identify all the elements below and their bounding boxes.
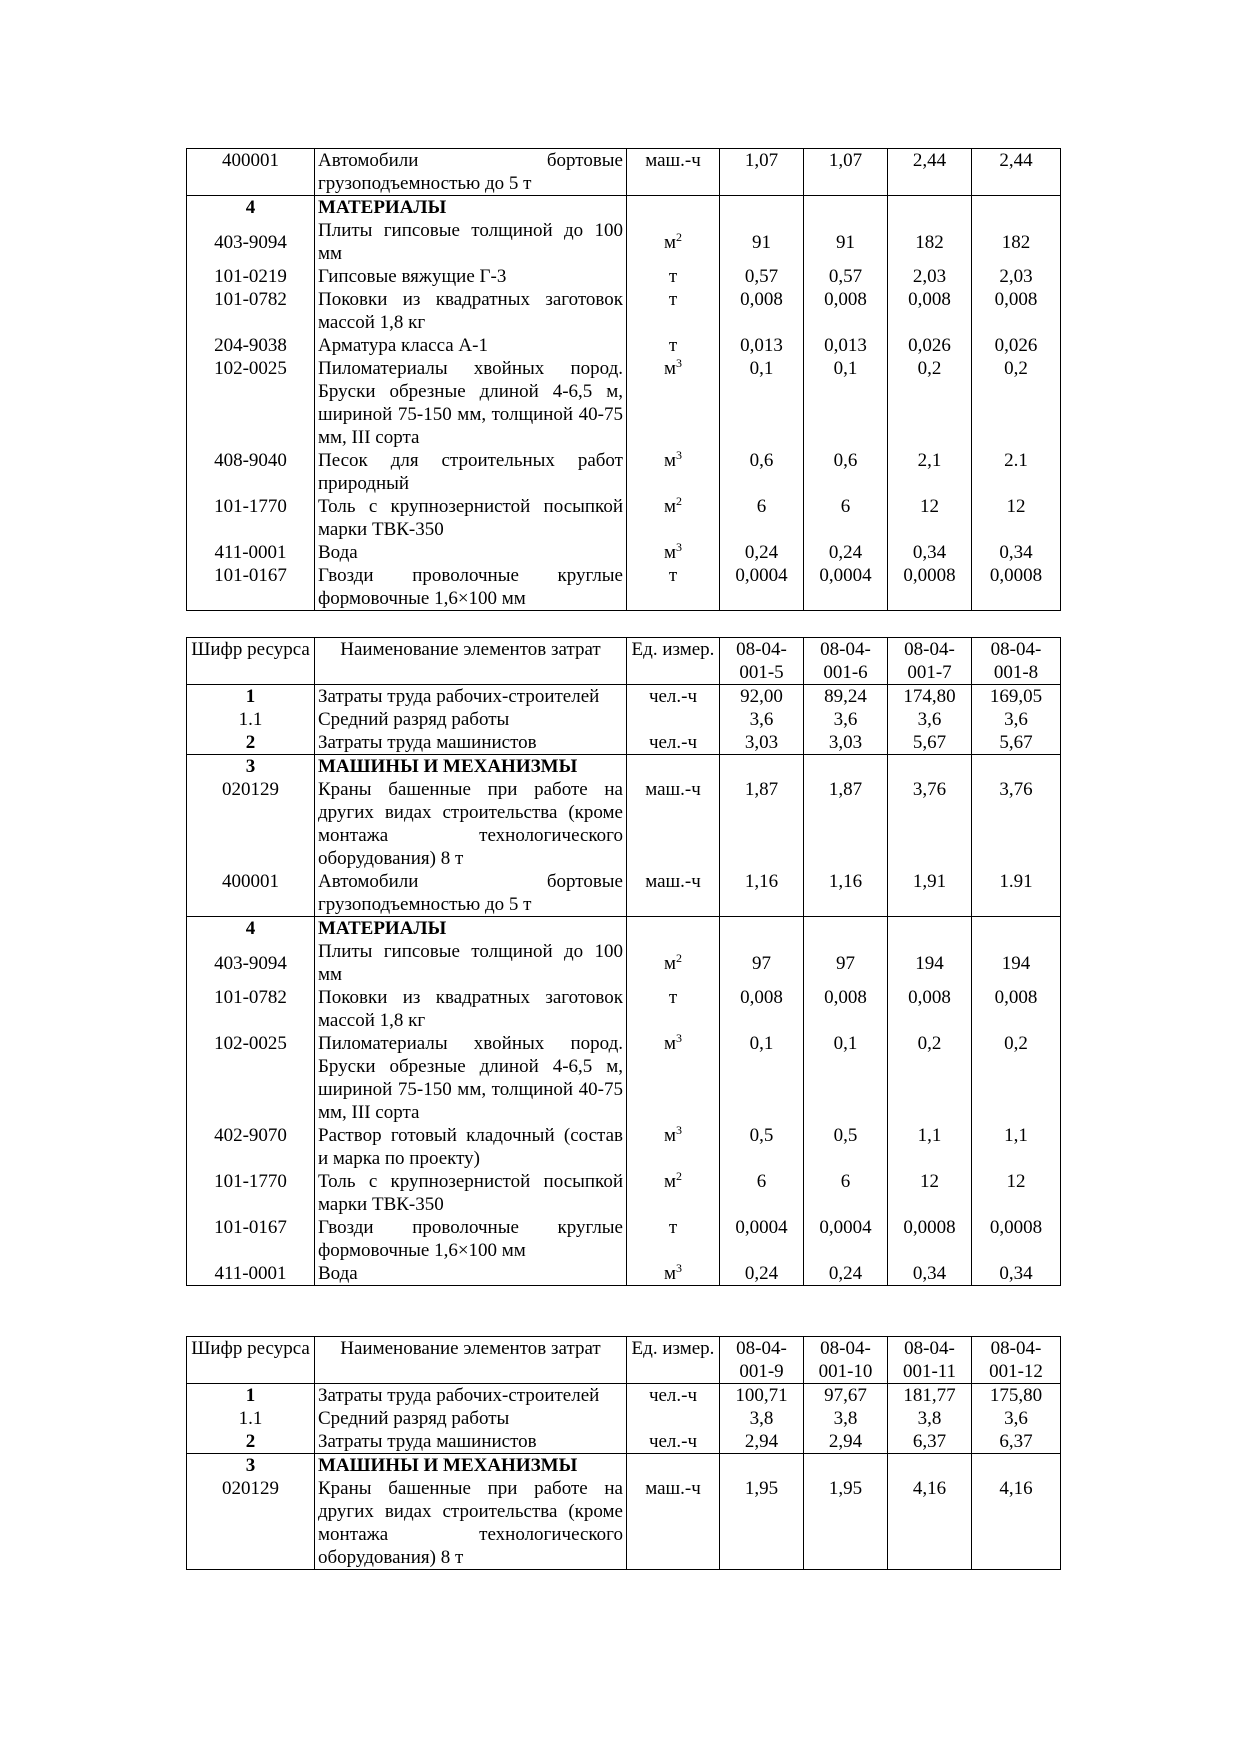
unit-of-measure bbox=[627, 219, 720, 265]
cost-element-name: Гипсовые вяжущие Г-3 bbox=[315, 265, 627, 288]
norm-value: 1,16 bbox=[720, 870, 804, 917]
header-norm-code: 08-04-001-12 bbox=[972, 1337, 1061, 1384]
table-row bbox=[187, 755, 1061, 779]
unit-text: т bbox=[668, 266, 678, 287]
table-row bbox=[187, 870, 1061, 917]
norm-value: 12 bbox=[888, 495, 972, 541]
norm-value: 3,03 bbox=[804, 731, 888, 755]
resource-code: 101-1770 bbox=[187, 495, 315, 541]
unit-of-measure bbox=[627, 449, 720, 495]
table-row bbox=[187, 1262, 1061, 1286]
norm-value: 100,71 bbox=[720, 1384, 804, 1408]
norm-value: 0,57 bbox=[720, 265, 804, 288]
norm-value: 0,0004 bbox=[804, 1216, 888, 1262]
resource-code: 204-9038 bbox=[187, 334, 315, 357]
resource-code: 101-0782 bbox=[187, 986, 315, 1032]
unit-exponent: 3 bbox=[676, 1261, 683, 1275]
norm-value: 0,026 bbox=[888, 334, 972, 357]
norm-value: 6 bbox=[804, 495, 888, 541]
unit-text: чел.-ч bbox=[648, 686, 698, 707]
norm-value: 0,008 bbox=[888, 986, 972, 1032]
cost-element-name: Вода bbox=[315, 541, 627, 564]
norm-value: 0,013 bbox=[720, 334, 804, 357]
cost-element-name: Песок для строительных работ природный bbox=[315, 449, 627, 495]
norm-value: 3,6 bbox=[720, 708, 804, 731]
header-norm-code: 08-04-001-5 bbox=[720, 638, 804, 685]
header-unit: Ед. измер. bbox=[627, 638, 720, 685]
norm-value: 0,008 bbox=[888, 288, 972, 334]
unit-of-measure bbox=[627, 1124, 720, 1170]
norm-value: 91 bbox=[804, 219, 888, 265]
header-norm-code: 08-04-001-8 bbox=[972, 638, 1061, 685]
norm-value bbox=[888, 1454, 972, 1478]
norm-value: 0,013 bbox=[804, 334, 888, 357]
resource-code: 403-9094 bbox=[187, 940, 315, 986]
header-name: Наименование элементов затрат bbox=[315, 638, 627, 685]
norm-value: 6,37 bbox=[888, 1430, 972, 1454]
norm-value bbox=[972, 1454, 1061, 1478]
norm-value: 89,24 bbox=[804, 685, 888, 709]
cost-element-name: Автомобили бортовые грузоподъемностью до 5 т bbox=[315, 149, 627, 196]
table-row bbox=[187, 149, 1061, 196]
cost-element-name: Краны башенные при работе на других видах строительства (кроме монтажа технологического оборудования) 8 т bbox=[315, 1477, 627, 1570]
norm-value: 0,0008 bbox=[888, 1216, 972, 1262]
norm-value: 6 bbox=[720, 1170, 804, 1216]
resource-code: 4 bbox=[187, 196, 315, 220]
norm-value: 5,67 bbox=[972, 731, 1061, 755]
unit-of-measure bbox=[627, 685, 720, 709]
unit-exponent: 3 bbox=[676, 1031, 683, 1045]
cost-element-name: Гвозди проволочные круглые формовочные 1,6×100 мм bbox=[315, 564, 627, 611]
norm-value: 97,67 bbox=[804, 1384, 888, 1408]
cost-element-name: Пиломатериалы хвойных пород. Бруски обрезные длиной 4-6,5 м, шириной 75-150 мм, толщиной 40-75 мм, III сорта bbox=[315, 1032, 627, 1124]
norm-value bbox=[720, 1454, 804, 1478]
norm-value: 0,6 bbox=[804, 449, 888, 495]
resource-code: 101-0167 bbox=[187, 564, 315, 611]
unit-of-measure bbox=[627, 495, 720, 541]
resource-code: 403-9094 bbox=[187, 219, 315, 265]
cost-element-name: Затраты труда рабочих-строителей bbox=[315, 1384, 627, 1408]
norm-value: 0,24 bbox=[720, 541, 804, 564]
norm-value: 0,24 bbox=[804, 541, 888, 564]
resource-code: 4 bbox=[187, 917, 315, 941]
norm-value: 1,07 bbox=[804, 149, 888, 196]
resource-table-3 bbox=[186, 1336, 1061, 1570]
norm-value: 0,34 bbox=[972, 1262, 1061, 1286]
resource-code: 101-1770 bbox=[187, 1170, 315, 1216]
unit-of-measure bbox=[627, 870, 720, 917]
norm-value: 1,95 bbox=[720, 1477, 804, 1570]
norm-value: 12 bbox=[888, 1170, 972, 1216]
norm-value: 12 bbox=[972, 1170, 1061, 1216]
norm-value: 182 bbox=[972, 219, 1061, 265]
table-row bbox=[187, 1032, 1061, 1124]
norm-value bbox=[888, 196, 972, 220]
unit-text: т bbox=[668, 1217, 678, 1238]
cost-element-name: Затраты труда машинистов bbox=[315, 731, 627, 755]
norm-value: 1,87 bbox=[804, 778, 888, 870]
unit-of-measure bbox=[627, 288, 720, 334]
table-row bbox=[187, 778, 1061, 870]
unit-of-measure bbox=[627, 1454, 720, 1478]
norm-value: 1,1 bbox=[888, 1124, 972, 1170]
unit-text: маш.-ч bbox=[645, 1478, 701, 1499]
unit-of-measure bbox=[627, 1384, 720, 1408]
resource-code: 101-0167 bbox=[187, 1216, 315, 1262]
norm-value: 3,6 bbox=[804, 708, 888, 731]
norm-value: 174,80 bbox=[888, 685, 972, 709]
norm-value: 0,57 bbox=[804, 265, 888, 288]
norm-value: 2,94 bbox=[804, 1430, 888, 1454]
norm-value: 0,24 bbox=[720, 1262, 804, 1286]
table-row bbox=[187, 219, 1061, 265]
unit-of-measure bbox=[627, 541, 720, 564]
unit-of-measure bbox=[627, 731, 720, 755]
norm-value: 0,008 bbox=[972, 288, 1061, 334]
norm-value: 6 bbox=[804, 1170, 888, 1216]
norm-value bbox=[720, 917, 804, 941]
unit-of-measure bbox=[627, 149, 720, 196]
norm-value: 0,34 bbox=[888, 541, 972, 564]
cost-element-name: Толь с крупнозернистой посыпкой марки ТВК-350 bbox=[315, 1170, 627, 1216]
norm-value: 3,76 bbox=[888, 778, 972, 870]
cost-element-name: Краны башенные при работе на других видах строительства (кроме монтажа технологического оборудования) 8 т bbox=[315, 778, 627, 870]
unit-of-measure bbox=[627, 1262, 720, 1286]
cost-element-name: Раствор готовый кладочный (состав и марка по проекту) bbox=[315, 1124, 627, 1170]
norm-value: 0,008 bbox=[720, 288, 804, 334]
cost-element-name: Средний разряд работы bbox=[315, 708, 627, 731]
unit-text: м bbox=[663, 1125, 677, 1146]
norm-value: 3,03 bbox=[720, 731, 804, 755]
unit-of-measure bbox=[627, 1407, 720, 1430]
unit-text: т bbox=[668, 289, 678, 310]
table-row bbox=[187, 685, 1061, 709]
table-header-row bbox=[187, 1337, 1061, 1384]
norm-value: 91 bbox=[720, 219, 804, 265]
unit-text: маш.-ч bbox=[645, 871, 701, 892]
norm-value: 2,03 bbox=[972, 265, 1061, 288]
table-row bbox=[187, 541, 1061, 564]
header-norm-code: 08-04-001-11 bbox=[888, 1337, 972, 1384]
norm-value: 0,6 bbox=[720, 449, 804, 495]
norm-value: 0,0004 bbox=[720, 1216, 804, 1262]
cost-element-name: Затраты труда рабочих-строителей bbox=[315, 685, 627, 709]
norm-value: 0,008 bbox=[720, 986, 804, 1032]
resource-code: 1.1 bbox=[187, 1407, 315, 1430]
norm-value: 2,1 bbox=[888, 449, 972, 495]
cost-element-name: Плиты гипсовые толщиной до 100 мм bbox=[315, 219, 627, 265]
norm-value: 92,00 bbox=[720, 685, 804, 709]
unit-of-measure bbox=[627, 708, 720, 731]
table-row bbox=[187, 288, 1061, 334]
table-row bbox=[187, 940, 1061, 986]
norm-value: 0,0008 bbox=[972, 564, 1061, 611]
norm-value bbox=[804, 755, 888, 779]
table-row bbox=[187, 1124, 1061, 1170]
table-row bbox=[187, 1384, 1061, 1408]
norm-value: 0,24 bbox=[804, 1262, 888, 1286]
table-row bbox=[187, 1430, 1061, 1454]
unit-text: т bbox=[668, 987, 678, 1008]
unit-exponent: 2 bbox=[676, 1169, 683, 1183]
norm-value: 12 bbox=[972, 495, 1061, 541]
table-row bbox=[187, 1216, 1061, 1262]
norm-value: 182 bbox=[888, 219, 972, 265]
cost-element-name: Толь с крупнозернистой посыпкой марки ТВК-350 bbox=[315, 495, 627, 541]
unit-of-measure bbox=[627, 265, 720, 288]
resource-code: 408-9040 bbox=[187, 449, 315, 495]
unit-text: м bbox=[663, 1033, 677, 1054]
norm-value: 1,91 bbox=[888, 870, 972, 917]
unit-text: чел.-ч bbox=[648, 732, 698, 753]
resource-code: 102-0025 bbox=[187, 1032, 315, 1124]
resource-code: 1 bbox=[187, 685, 315, 709]
table-row bbox=[187, 357, 1061, 449]
norm-value: 97 bbox=[804, 940, 888, 986]
norm-value: 0,0008 bbox=[888, 564, 972, 611]
norm-value: 97 bbox=[720, 940, 804, 986]
unit-text: чел.-ч bbox=[648, 1385, 698, 1406]
norm-value bbox=[972, 917, 1061, 941]
norm-value: 0,5 bbox=[804, 1124, 888, 1170]
table-row bbox=[187, 731, 1061, 755]
cost-element-name: Поковки из квадратных заготовок массой 1,8 кг bbox=[315, 986, 627, 1032]
resource-code: 400001 bbox=[187, 149, 315, 196]
unit-of-measure bbox=[627, 917, 720, 941]
norm-value: 181,77 bbox=[888, 1384, 972, 1408]
header-code: Шифр ресурса bbox=[187, 638, 315, 685]
unit-text: м bbox=[663, 952, 677, 974]
table-row bbox=[187, 196, 1061, 220]
resource-code: 3 bbox=[187, 755, 315, 779]
table-row bbox=[187, 1407, 1061, 1430]
norm-value: 2,03 bbox=[888, 265, 972, 288]
norm-value: 2,44 bbox=[888, 149, 972, 196]
unit-of-measure bbox=[627, 986, 720, 1032]
table-row bbox=[187, 986, 1061, 1032]
resource-code: 102-0025 bbox=[187, 357, 315, 449]
resource-table-2 bbox=[186, 637, 1061, 1286]
resource-code: 2 bbox=[187, 1430, 315, 1454]
norm-value: 0,0004 bbox=[720, 564, 804, 611]
norm-value: 1,1 bbox=[972, 1124, 1061, 1170]
norm-value bbox=[888, 755, 972, 779]
table-header-row bbox=[187, 638, 1061, 685]
header-code: Шифр ресурса bbox=[187, 1337, 315, 1384]
unit-of-measure bbox=[627, 1477, 720, 1570]
norm-value: 0,0004 bbox=[804, 564, 888, 611]
norm-value: 0,1 bbox=[804, 1032, 888, 1124]
cost-element-name: Автомобили бортовые грузоподъемностью до 5 т bbox=[315, 870, 627, 917]
norm-value: 194 bbox=[888, 940, 972, 986]
table-row bbox=[187, 1477, 1061, 1570]
cost-element-name: Вода bbox=[315, 1262, 627, 1286]
norm-value bbox=[972, 755, 1061, 779]
norm-value bbox=[804, 1454, 888, 1478]
header-norm-code: 08-04-001-10 bbox=[804, 1337, 888, 1384]
norm-value bbox=[720, 196, 804, 220]
header-norm-code: 08-04-001-6 bbox=[804, 638, 888, 685]
norm-value bbox=[804, 196, 888, 220]
norm-value bbox=[888, 917, 972, 941]
unit-text: м bbox=[663, 496, 677, 517]
cost-element-name: Пиломатериалы хвойных пород. Бруски обрезные длиной 4-6,5 м, шириной 75-150 мм, толщиной 40-75 мм, III сорта bbox=[315, 357, 627, 449]
unit-of-measure bbox=[627, 564, 720, 611]
norm-value: 2,94 bbox=[720, 1430, 804, 1454]
unit-exponent: 2 bbox=[676, 229, 683, 244]
unit-exponent: 3 bbox=[676, 540, 683, 554]
unit-of-measure bbox=[627, 1430, 720, 1454]
unit-text: т bbox=[668, 335, 678, 356]
norm-value: 175,80 bbox=[972, 1384, 1061, 1408]
table-row bbox=[187, 1454, 1061, 1478]
header-norm-code: 08-04-001-9 bbox=[720, 1337, 804, 1384]
unit-of-measure bbox=[627, 1170, 720, 1216]
cost-element-name: Плиты гипсовые толщиной до 100 мм bbox=[315, 940, 627, 986]
table-row bbox=[187, 1170, 1061, 1216]
unit-of-measure bbox=[627, 1216, 720, 1262]
cost-element-name: Средний разряд работы bbox=[315, 1407, 627, 1430]
norm-value: 4,16 bbox=[972, 1477, 1061, 1570]
norm-value: 0,1 bbox=[720, 357, 804, 449]
cost-element-name: МАТЕРИАЛЫ bbox=[315, 196, 627, 220]
unit-exponent: 2 bbox=[676, 494, 683, 508]
norm-value: 6 bbox=[720, 495, 804, 541]
norm-value: 169,05 bbox=[972, 685, 1061, 709]
unit-text: м bbox=[663, 231, 677, 253]
norm-value: 2.1 bbox=[972, 449, 1061, 495]
unit-text: маш.-ч bbox=[645, 779, 701, 800]
resource-code: 400001 bbox=[187, 870, 315, 917]
unit-text: м bbox=[663, 358, 677, 379]
unit-text: м bbox=[663, 542, 677, 563]
norm-value: 3,8 bbox=[804, 1407, 888, 1430]
unit-of-measure bbox=[627, 778, 720, 870]
resource-code: 411-0001 bbox=[187, 1262, 315, 1286]
norm-value: 3,6 bbox=[888, 708, 972, 731]
resource-code: 402-9070 bbox=[187, 1124, 315, 1170]
norm-value: 3,8 bbox=[888, 1407, 972, 1430]
norm-value bbox=[720, 755, 804, 779]
resource-code: 101-0219 bbox=[187, 265, 315, 288]
table-row bbox=[187, 564, 1061, 611]
unit-text: м bbox=[663, 450, 677, 471]
norm-value: 3,8 bbox=[720, 1407, 804, 1430]
norm-value: 1,95 bbox=[804, 1477, 888, 1570]
norm-value: 0,026 bbox=[972, 334, 1061, 357]
norm-value: 0,1 bbox=[804, 357, 888, 449]
resource-code: 020129 bbox=[187, 1477, 315, 1570]
unit-exponent: 3 bbox=[676, 356, 683, 370]
table-row bbox=[187, 917, 1061, 941]
unit-exponent: 3 bbox=[676, 448, 683, 462]
norm-value: 0,2 bbox=[972, 357, 1061, 449]
norm-value: 1.91 bbox=[972, 870, 1061, 917]
resource-code: 3 bbox=[187, 1454, 315, 1478]
table-row bbox=[187, 449, 1061, 495]
norm-value: 6,37 bbox=[972, 1430, 1061, 1454]
table-row bbox=[187, 334, 1061, 357]
header-name: Наименование элементов затрат bbox=[315, 1337, 627, 1384]
norm-value bbox=[804, 917, 888, 941]
norm-value: 0,2 bbox=[888, 357, 972, 449]
norm-value: 3,6 bbox=[972, 708, 1061, 731]
cost-element-name: Поковки из квадратных заготовок массой 1,8 кг bbox=[315, 288, 627, 334]
norm-value: 0,5 bbox=[720, 1124, 804, 1170]
norm-value: 0,2 bbox=[888, 1032, 972, 1124]
resource-code: 1.1 bbox=[187, 708, 315, 731]
unit-text: маш.-ч bbox=[645, 150, 701, 171]
unit-of-measure bbox=[627, 1032, 720, 1124]
resource-code: 020129 bbox=[187, 778, 315, 870]
table-row bbox=[187, 495, 1061, 541]
unit-of-measure bbox=[627, 357, 720, 449]
norm-value: 0,1 bbox=[720, 1032, 804, 1124]
resource-table-1 bbox=[186, 148, 1061, 611]
norm-value: 0,008 bbox=[972, 986, 1061, 1032]
unit-text: т bbox=[668, 565, 678, 586]
unit-of-measure bbox=[627, 940, 720, 986]
norm-value: 2,44 bbox=[972, 149, 1061, 196]
resource-code: 101-0782 bbox=[187, 288, 315, 334]
cost-element-name: МАШИНЫ И МЕХАНИЗМЫ bbox=[315, 755, 627, 779]
norm-value: 194 bbox=[972, 940, 1061, 986]
norm-value: 0,0008 bbox=[972, 1216, 1061, 1262]
cost-element-name: Затраты труда машинистов bbox=[315, 1430, 627, 1454]
norm-value: 0,008 bbox=[804, 986, 888, 1032]
norm-value: 1,87 bbox=[720, 778, 804, 870]
unit-exponent: 3 bbox=[676, 1123, 683, 1137]
norm-value: 1,16 bbox=[804, 870, 888, 917]
unit-of-measure bbox=[627, 196, 720, 220]
unit-of-measure bbox=[627, 755, 720, 779]
norm-value bbox=[972, 196, 1061, 220]
cost-element-name: МАТЕРИАЛЫ bbox=[315, 917, 627, 941]
resource-code: 1 bbox=[187, 1384, 315, 1408]
norm-value: 5,67 bbox=[888, 731, 972, 755]
unit-text: м bbox=[663, 1171, 677, 1192]
cost-element-name: МАШИНЫ И МЕХАНИЗМЫ bbox=[315, 1454, 627, 1478]
cost-element-name: Арматура класса А-1 bbox=[315, 334, 627, 357]
resource-code: 411-0001 bbox=[187, 541, 315, 564]
norm-value: 0,34 bbox=[972, 541, 1061, 564]
header-unit: Ед. измер. bbox=[627, 1337, 720, 1384]
norm-value: 1,07 bbox=[720, 149, 804, 196]
unit-of-measure bbox=[627, 334, 720, 357]
norm-value: 0,008 bbox=[804, 288, 888, 334]
header-norm-code: 08-04-001-7 bbox=[888, 638, 972, 685]
norm-value: 3,76 bbox=[972, 778, 1061, 870]
norm-value: 0,2 bbox=[972, 1032, 1061, 1124]
unit-text: чел.-ч bbox=[648, 1431, 698, 1452]
norm-value: 3,6 bbox=[972, 1407, 1061, 1430]
unit-text: м bbox=[663, 1263, 677, 1284]
norm-value: 4,16 bbox=[888, 1477, 972, 1570]
table-row bbox=[187, 708, 1061, 731]
table-row bbox=[187, 265, 1061, 288]
unit-exponent: 2 bbox=[676, 950, 683, 965]
norm-value: 0,34 bbox=[888, 1262, 972, 1286]
cost-element-name: Гвозди проволочные круглые формовочные 1,6×100 мм bbox=[315, 1216, 627, 1262]
resource-code: 2 bbox=[187, 731, 315, 755]
